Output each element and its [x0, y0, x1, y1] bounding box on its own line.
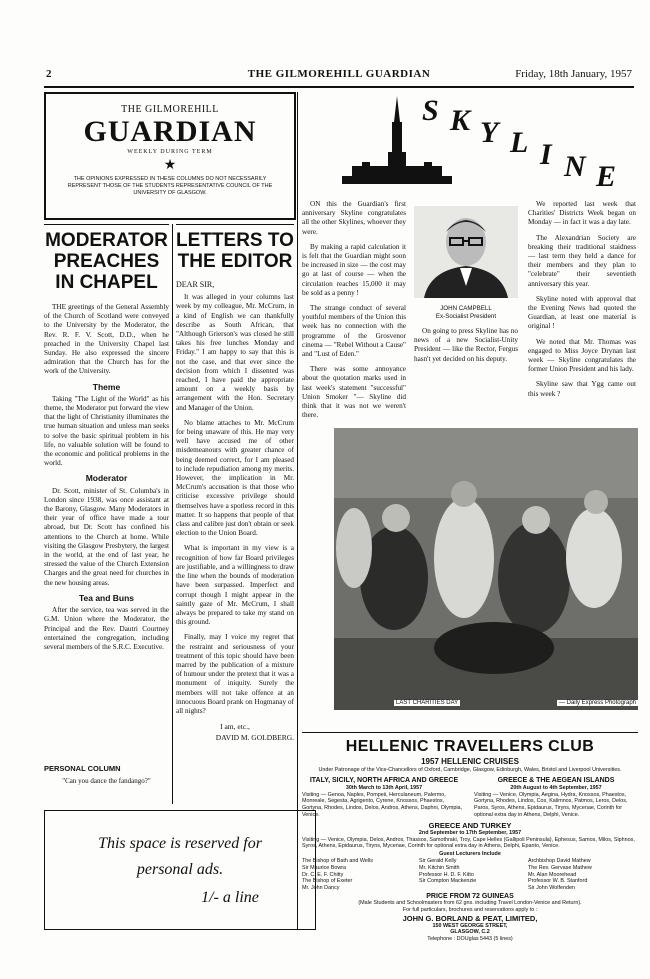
masthead [44, 92, 296, 220]
club-patronage: Under Patronage of the Vice-Chancellors of Oxford, Cambridge, Glasgow, Edinburgh, Wales, Bristol and Liverpool Universities. [318, 767, 622, 773]
skyline-letter-l: L [510, 126, 529, 159]
skyline-column-1 [302, 200, 406, 426]
lecturer: The Rev. Gervase Mathew [528, 864, 592, 871]
ad-price: 1/- a line [201, 889, 259, 906]
photo-caption-name: JOHN CAMPBELL [440, 305, 492, 312]
moderator-sub-theme: Theme [92, 381, 121, 392]
club-price-note: (Male Students and Schoolmasters from 62 gns. including Travel London-Venice and Return). [358, 899, 582, 906]
lecturer: Dr. C. E. F. Chitty [302, 871, 344, 878]
lecturer: Sir Maurice Bowra [302, 864, 347, 871]
personal-text: "Can you dance the fandango?" [62, 777, 151, 785]
skyline-item: The strange conduct of several youthful members of the Union this week has no connection with the programme of the Grosvenor cinema — "Rebel Without a Cause" and "Lust of Eden." [302, 304, 406, 359]
lecturer: Professor W. B. Stanford [528, 878, 588, 885]
moderator-para-1: THE greetings of the General Assembly of the Church of Scotland were conveyed to the University by the Moderator, the Rev. R. F. V. Scott, D.D., when he preached in the University Chapel last Sunday. He also expressed the sincere admiration that the Church has for the work of the University. [44, 303, 169, 376]
club-right-date: 20th August to 4th September, 1957 [510, 784, 602, 791]
letters-para-1: It was alleged in your columns last week by my colleague, Mr. McCrum, in a kind of English we can thankfully describe as South African, that "Although Grierson's was closed he still takes his free lunches Monday and Friday." I am happy to say that this is not the case, and that ever since the decision from which I dissented was reached, I have paid the appropriate amount on a weekly basis by arrangement with the Hon. Secretary and Manager of the Union. [176, 293, 294, 412]
paper-name: THE GILMOREHILL GUARDIAN [247, 68, 431, 80]
lecturer: Professor H. D. F. Kitto [419, 871, 474, 878]
lecturer: Mr. Alan Moorehead [528, 871, 577, 878]
issue-date: Friday, 18th January, 1957 [515, 68, 632, 80]
personal-title: PERSONAL COLUMN [44, 764, 121, 773]
page-header [44, 66, 634, 88]
column-divider [172, 224, 173, 804]
lecturer: Mr. John Dancy [302, 885, 340, 892]
lecturer: Sir John Wolfenden [528, 885, 575, 892]
lecturer: Archbishop David Mathew [528, 857, 591, 864]
portrait-photo [414, 206, 518, 298]
moderator-headline: MODERATOR PREACHES IN CHAPEL [45, 230, 168, 293]
masthead-the: THE GILMOREHILL [121, 104, 219, 115]
club-city: GLASGOW, C.2 [450, 929, 490, 936]
club-left-visit: Visiting — Genoa, Naples, Pompeii, Herculaneum, Palermo, Monreale, Segesta, Agrigento, Cyrene, Knossos, Phaestos, Gortyna, Rhodes, Lindos, Delos, Andros, Athens, Daphni, Olympia, Venice. [302, 791, 463, 818]
ad-line-2: personal ads. [136, 861, 224, 878]
club-right-head: GREECE & THE AEGEAN ISLANDS [497, 776, 615, 784]
letters-para-3: What is important in my view is a recognition of how far Board privileges are justifiable, and a willingness to draw the line when the bounds of moderation have been surpassed. Imperfect and corrupt though I might appear in the saintly gaze of Mr. McCrum, I shall always be prepared to take my stand on this ground. [176, 544, 294, 627]
campbell-photo-block [414, 206, 518, 370]
skyline-column-3 [528, 200, 636, 405]
club-contact-intro: For full particulars, brochures and reservations apply to : [402, 906, 538, 913]
masthead-weekly: WEEKLY DURING TERM [127, 149, 213, 155]
skyline-header [302, 92, 638, 196]
club-left-head: ITALY, SICILY, NORTH AFRICA AND GREECE [309, 776, 459, 784]
photo-caption: LAST CHARITIES DAY [396, 700, 459, 706]
lecturer: The Bishop of Exeter [302, 878, 353, 885]
divider [44, 224, 169, 225]
club-mid-visit: Visiting — Venice, Olympia, Delos, Andros, Thassos, Samothraki, Troy, Cape Helles (Gallipoli Peninsula), Ephesus, Samos, Milos, Siphnos, Syros, Athens, Epidaurus, Tiryns, Mycenae, Corinth for optional extra day in Athens, Delphi, Epanto, Venice. [302, 836, 635, 850]
club-lecturers-head: Guest Lecturers Include [439, 851, 501, 858]
club-mid-head: GREECE AND TURKEY [428, 820, 512, 830]
skyline-letter-s: S [422, 94, 439, 127]
letters-article [176, 230, 294, 743]
club-subtitle: 1957 HELLENIC CRUISES [421, 757, 519, 766]
masthead-disclaimer: THE OPINIONS EXPRESSED IN THESE COLUMNS DO NOT NECESSARILY REPRESENT THOSE OF THE STUDENTS REPRESENTATIVE COUNCIL OF THE UNIVERSITY OF GLASGOW. [67, 176, 273, 196]
skyline-letter-k: K [450, 104, 471, 137]
masthead-title: GUARDIAN [83, 115, 257, 148]
skyline-item: There was some annoyance about the quotation marks used in last week's statement "successful" Union Smoker "— Skyline did think that it was not we weren't there. [302, 365, 406, 420]
letters-para-4: Finally, may I voice my regret that the restraint and seriousness of your treatment of this topic should have been marred by the publication of a mixture of humour under the pretext that it was a monument of iniquity. Surely the members will not take offence at an innocuous Board prank on Hogmanay of all nights? [176, 633, 294, 715]
column-divider [297, 92, 298, 930]
crowd-photo [334, 428, 638, 710]
moderator-article [44, 230, 169, 658]
skyline-letter-e: E [596, 160, 617, 193]
ad-line-1: This space is reserved for [98, 835, 262, 852]
club-left-date: 30th March to 13th April, 1957 [345, 784, 423, 791]
skyline-item: We reported last week that Charities' Districts Week began on Monday — in fact it was a day late. [528, 200, 636, 227]
club-mid-date: 2nd September to 17th September, 1957 [418, 829, 522, 836]
letters-headline: LETTERS TO THE EDITOR [176, 230, 294, 272]
skyline-item: Skyline noted with approval that the Evening News had quoted the Guardian, at least one material is original ! [528, 294, 636, 331]
skyline-letter-i: I [540, 138, 552, 171]
club-price: PRICE FROM 72 GUINEAS [426, 892, 514, 900]
club-address: 150 WEST GEORGE STREET, [432, 922, 508, 929]
skyline-item: Skyline saw that Ygg came out this week ? [528, 380, 636, 398]
club-company: JOHN G. BORLAND & PEAT, LIMITED, [402, 913, 538, 923]
star-icon: ★ [163, 158, 177, 173]
letters-para-2: No blame attaches to Mr. McCrum for being unaware of this. He may very well have accused me of other misdemeanours with greater chance of being deemed correct, for I am pleased to include repudiation among my merits. However, the implication in Mr. McCrum's accusation is that those who criticise excessive privilege should themselves have a spotless record in this matter. It so happens that people of that class and calibre just don't obtain or seek election to the Union Board. [176, 418, 294, 538]
moderator-sub-moderator: Moderator [85, 473, 128, 484]
skyline-item: ON this the Guardian's first anniversary Skyline congratulates all the other Skylines, whoever they were. [302, 200, 406, 236]
moderator-para-4: After the service, tea was served in the G.M. Union where the Moderator, the Principal and the Rev. Dautri Courtney entertained the congregation, including several members of the S.R.C. Executive. [44, 606, 169, 651]
lecturer: Sir Compton Mackenzie [419, 878, 477, 885]
personal-column [44, 764, 169, 786]
photo-credit: — Daily Express Photograph [558, 700, 636, 706]
skyline-item: The Alexandrian Society are breaking their traditional staidness — last term they held a dance for their members and they plan to "celebrate" their seventieth anniversary this year. [528, 233, 636, 288]
photo-caption-role: Ex-Socialist President [435, 313, 497, 320]
club-right-visit: Visiting — Venice, Olympia, Aegina, Hydra, Knossos, Phaestos, Gortyna, Rhodes, Lindos, Cos, Kalimnos, Patmos, Leros, Delos, Paros, Syros, Athens, Epidaurus, Tiryns, Mycenae, Corinth for optional extra day in Athens, Delphi, Venice. [474, 791, 628, 818]
letters-author: DAVID M. GOLDBERG. [215, 733, 294, 743]
lecturer: The Bishop of Bath and Wells [302, 857, 373, 864]
skyline-item: On going to press Skyline has no news of a new Socialist-Unity President — like the Rector, Fergus hasn't yet decided on his deputy. [414, 327, 518, 363]
letters-salutation: DEAR SIR, [176, 280, 215, 289]
divider [176, 224, 294, 225]
hellenic-club-ad [302, 738, 638, 943]
moderator-para-3: Dr. Scott, minister of St. Columba's in London since 1938, was once assistant at the Barony, Glasgow. Many Moderators in their year of office have made a tour abroad, but Dr. Scott has confined his attentions to the Church at home. While visiting the Glasgow Presbytery, the largest in the world, at the end of last year, he stressed the value of the Church Extension Charges and the great need for churches in the new housing areas. [44, 486, 169, 587]
skyline-letter-y: Y [480, 116, 499, 149]
lecturer: Mr. Kitchin Smith [419, 864, 460, 871]
skyline-letter-n: N [564, 150, 586, 183]
page-number: 2 [46, 68, 52, 80]
charities-day-photo [334, 428, 638, 710]
moderator-sub-tea: Tea and Buns [78, 592, 135, 603]
club-title: HELLENIC TRAVELLERS CLUB [345, 738, 595, 755]
club-phone: Telephone : DOUglas 5443 (5 lines) [427, 936, 513, 943]
skyline-item: By making a rapid calculation it is felt that the Guardian might soon be increased in size — the cost may go at last of course — when the circulation reaches 15,000 it may be sold as a penny ! [302, 242, 406, 297]
moderator-para-2: Taking "The Light of the World" as his theme, the Moderator put forward the view that the light of Christianity illuminates the true human situation and unless man seeks to solve the basic spiritual problem in his life, no valuable solution will be found to the economic and political problems in the world. [44, 394, 169, 468]
letters-sign: I am, etc., [220, 722, 250, 732]
skyline-item: We noted that Mr. Thomas was engaged to Miss Joyce Drynan last week — Skyline congratulates the former Union President and his lady. [528, 337, 636, 374]
divider [302, 732, 638, 733]
personal-ads-box [44, 810, 316, 930]
lecturer: Sir Gerald Kelly [419, 857, 457, 864]
